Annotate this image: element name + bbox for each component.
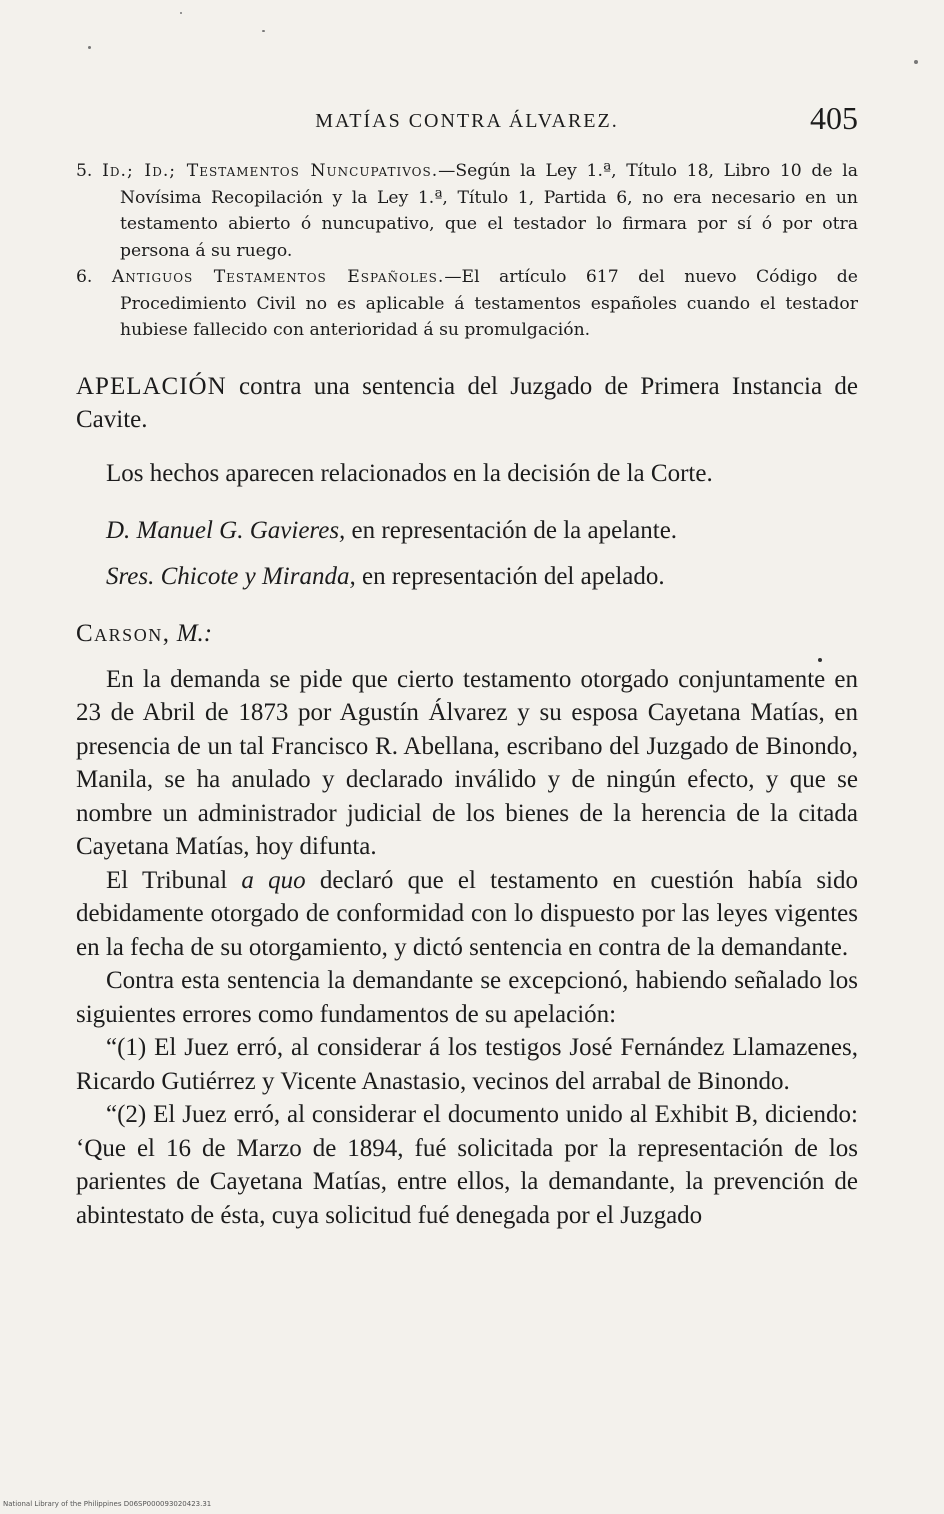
headnote-text: —Según la Ley 1.ª, Título 18, Libro 10 de la Novísima Recopilación y la Ley 1.ª, Título 1, Partida 6, no era necesario en un testamento abierto ó nuncupativo, que el testador lo firmara por sí ó por otra persona á su ruego. bbox=[120, 161, 858, 261]
appeal-text: contra una sentencia del Juzgado de Primera Instancia de Cavite. bbox=[76, 372, 858, 433]
page-number: 405 bbox=[810, 100, 858, 136]
book-page bbox=[76, 100, 858, 1232]
library-stamp: National Library of the Philippines D06SP000093020423.31 bbox=[3, 1500, 212, 1508]
headnote bbox=[76, 264, 858, 344]
headnote-number: 5. bbox=[76, 161, 93, 181]
author-title: M.: bbox=[170, 620, 213, 647]
headnote-caption: Id.; Id.; Testamentos Nuncupativos. bbox=[102, 161, 439, 181]
counsel-role: en representación del apelado. bbox=[355, 562, 665, 590]
headnotes bbox=[76, 158, 858, 344]
error-assignment: “(1) El Juez erró, al considerar á los testigos José Fernández Llamazenes, Ricardo Gutiérrez y Vicente Anastasio, vecinos del arrabal de Binondo. bbox=[76, 1034, 858, 1095]
print-speck bbox=[88, 46, 91, 49]
opinion-author bbox=[76, 617, 858, 651]
facts-paragraph: Los hechos aparecen relacionados en la decisión de la Corte. bbox=[106, 459, 713, 487]
case-body bbox=[76, 370, 858, 1233]
headnote-number: 6. bbox=[76, 267, 93, 287]
running-title: MATÍAS CONTRA ÁLVAREZ. bbox=[315, 110, 619, 132]
opinion-paragraph: Contra esta sentencia la demandante se excepcionó, habiendo señalado los siguientes errores como fundamentos de su apelación: bbox=[76, 967, 858, 1028]
counsel-appellee bbox=[76, 560, 858, 594]
opinion-text: declaró que el testamento en cuestión había sido debidamente otorgado de conformidad con lo dispuesto por las leyes vigentes en la fecha de su otorgamiento, y dictó sentencia en contra de la demandante. bbox=[76, 866, 858, 961]
error-assignment: “(2) El Juez erró, al considerar el documento unido al Exhibit B, diciendo: ‘Que el 16 de Marzo de 1894, fué solicitada por la representación de los parientes de Cayetana Matías, entre ellos, la demandante, la prevención de abintestato de ésta, cuya solicitud fué denegada por el Juzgado bbox=[76, 1101, 858, 1229]
appeal-lead: APELACIÓN bbox=[76, 372, 227, 400]
opinion-text: El Tribunal bbox=[106, 866, 242, 894]
latin-phrase: a quo bbox=[241, 866, 306, 894]
headnote-caption: Antiguos Testamentos Españoles. bbox=[111, 267, 445, 287]
print-speck bbox=[914, 60, 918, 64]
appeal-statement bbox=[76, 370, 858, 437]
opinion-paragraph: En la demanda se pide que cierto testamento otorgado conjuntamente en 23 de Abril de 1873 por Agustín Álvarez y su esposa Cayetana Matías, en presencia de un tal Francisco R. Abellana, escribano del Juzgado de Binondo, Manila, se ha anulado y declarado inválido y de ningún efecto, y que se nombre un administrador judicial de los bienes de la herencia de la citada Cayetana Matías, hoy difunta. bbox=[76, 665, 858, 860]
headnote bbox=[76, 158, 858, 264]
counsel-role: en representación de la apelante. bbox=[345, 517, 678, 544]
counsel-appellant bbox=[76, 514, 858, 548]
print-speck bbox=[180, 12, 182, 14]
counsel-name: D. Manuel G. Gavieres, bbox=[106, 517, 346, 544]
print-speck bbox=[262, 30, 265, 32]
running-head bbox=[76, 100, 858, 146]
headnote-text: —El artículo 617 del nuevo Código de Procedimiento Civil no es aplicable á testamentos españoles cuando el testador hubiese fallecido con anterioridad á su promulgación. bbox=[120, 267, 858, 340]
author-name: Carson, bbox=[76, 620, 171, 647]
counsel-name: Sres. Chicote y Miranda, bbox=[106, 562, 356, 590]
opinion-paragraph bbox=[76, 864, 858, 965]
